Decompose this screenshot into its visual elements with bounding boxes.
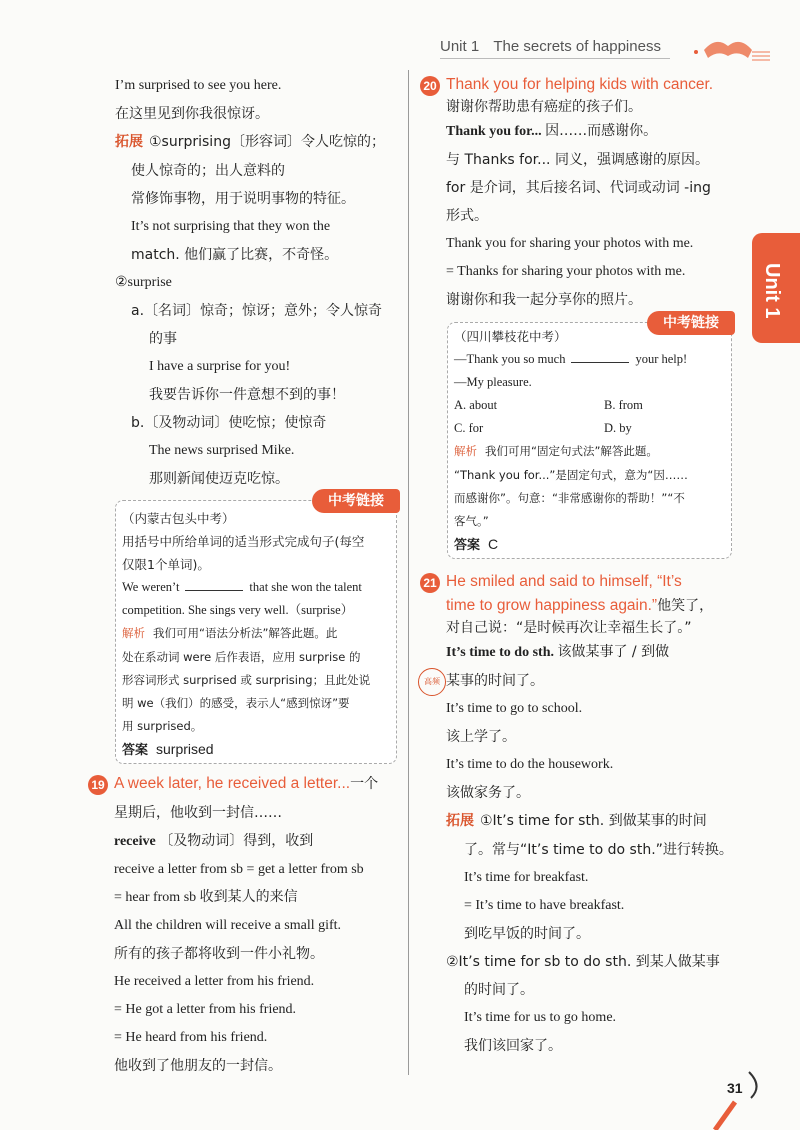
analysis-line: 客气。” [454,514,489,528]
header-rule [440,58,670,59]
header-unit: Unit 1 [440,38,480,55]
section-title-zh: 他笑了， [657,598,714,614]
option-d: D. by [604,421,632,435]
keyword-definition: 因……而感谢你。 [545,123,658,139]
section-title: He smiled and said to himself, “It’s [446,573,682,590]
exam-link-badge: 中考链接 [312,489,400,513]
section-number-badge: 20 [420,76,440,96]
book-emblem-icon [690,30,770,70]
exam-question: —Thank you so much your help! [454,352,688,366]
section-20 [420,74,740,314]
analysis-line: 我们可用“固定句式法”解答此题。 [485,444,658,458]
example-zh: 谢谢你和我一起分享你的照片。 [446,292,642,308]
analysis-line: 用 surprised。 [122,719,203,733]
exam-question: competition. She sings very well.（surprise） [122,603,354,617]
analysis-line: 明 we（我们）的感受，表示人“感到惊讶”要 [122,696,350,710]
usage-line: 形式。 [446,208,488,224]
exam-link-box [115,493,397,764]
section-title-zh: 谢谢你帮助患有癌症的孩子们。 [446,99,642,115]
keyword: Thank you for... [446,124,542,139]
extension-line: ①surprising〔形容词〕令人吃惊的； [149,134,385,150]
extension-line: 使人惊奇的；出人意料的 [131,163,285,179]
section-title: Thank you for helping kids with cancer. [446,76,714,93]
example-zh: 在这里见到你我很惊讶。 [115,106,269,122]
unit-side-tab-label: Unit 1 [761,263,783,319]
exam-question: We weren’t that she won the talent [122,580,362,594]
example-en: He received a letter from his friend. [114,974,315,989]
definition-line: b.〔及物动词〕使吃惊；使惊奇 [131,415,327,431]
example-zh: 该做家务了。 [446,785,530,801]
analysis-line: 我们可用“语法分析法”解答此题。此 [153,626,338,640]
left-column [115,72,400,493]
example-en: It’s time to go to school. [446,701,583,716]
keyword: It’s time to do sth. [446,645,554,660]
example-en: It’s time to do the housework. [446,757,614,772]
example-en: = Thanks for sharing your photos with me. [446,264,686,279]
usage-line: receive a letter from sb = get a letter from sb [114,862,364,877]
high-frequency-stamp: 高频 [418,668,446,696]
definition-line: a.〔名词〕惊奇；惊讶；意外；令人惊奇 [131,303,383,319]
example-en: The news surprised Mike. [149,443,295,458]
extension-line: ①It’s time for sth. 到做某事的时间 [480,813,707,829]
answer-label: 答案 [122,743,149,758]
extension-line: ②It’s time for sb to do sth. 到某人做某事 [446,954,720,970]
example-zh: 到吃早饭的时间了。 [464,926,590,942]
exam-source: （四川攀枝花中考） [454,329,567,344]
section-title-zh: 一个 [350,776,379,792]
keyword-definition: 〔及物动词〕得到，收到 [159,833,314,849]
page-number: 31 [727,1080,743,1096]
exam-instruction: 仅限1个单词)。 [122,557,210,572]
section-19 [88,770,403,1080]
analysis-label: 解析 [122,626,145,640]
section-title-zh: 对自己说：“是时候再次让幸福生长了。” [446,620,692,636]
example-en: = He heard from his friend. [114,1030,268,1045]
exam-link-badge: 中考链接 [647,311,735,335]
example-en: All the children will receive a small gift. [114,918,342,933]
unit-side-tab [752,233,800,343]
exam-instruction: 用括号中所给单词的适当形式完成句子(每空 [122,534,365,549]
example-en: It’s time for breakfast. [464,870,589,885]
example-en: I have a surprise for you! [149,359,291,374]
keyword: receive [114,834,156,849]
analysis-line: 而感谢你”。句意：“非常感谢你的帮助！”“不 [454,491,685,505]
analysis-label: 解析 [454,444,477,458]
exam-source: （内蒙古包头中考） [122,511,235,526]
definition-line: 的事 [149,331,177,347]
usage-line: for 是介词，其后接名词、代词或动词 -ing [446,180,711,196]
column-divider [408,70,409,1075]
example-en: Thank you for sharing your photos with me. [446,236,694,251]
extension-example-zh: match. 他们赢了比赛，不奇怪。 [131,247,339,263]
exam-question: —My pleasure. [454,375,532,389]
option-a: A. about [454,398,498,412]
section-title-zh: 星期后，他收到一封信…… [114,805,282,821]
running-header [440,38,661,55]
usage-line: 与 Thanks for... 同义，强调感谢的原因。 [446,152,709,168]
example-zh: 我们该回家了。 [464,1038,562,1054]
answer-value: surprised [156,741,214,757]
extension-line: 了。常与“It’s time to do sth.”进行转换。 [464,842,733,858]
extension-label: 拓展 [446,813,474,829]
usage-line: = hear from sb 收到某人的来信 [114,890,298,905]
example-zh: 所有的孩子都将收到一件小礼物。 [114,946,324,962]
example-en: It’s time for us to go home. [464,1010,617,1025]
answer-value: C [488,536,499,552]
extension-label: 拓展 [115,134,143,150]
example-zh: 那则新闻使迈克吃惊。 [149,471,289,487]
example-zh: 他收到了他朋友的一封信。 [114,1058,282,1074]
example-en: = It’s time to have breakfast. [464,898,625,913]
answer-label: 答案 [454,538,481,553]
keyword-definition: 该做某事了 / 到做 [557,644,670,660]
section-21 [420,570,745,1060]
header-title: The secrets of happiness [493,38,661,55]
section-number-badge: 21 [420,573,440,593]
page-corner-decoration-icon [705,1068,765,1130]
section-title: time to grow happiness again.” [446,597,658,614]
section-number-badge: 19 [88,775,108,795]
extension-line: 常修饰事物，用于说明事物的特征。 [131,191,355,207]
analysis-line: 形容词形式 surprised 或 surprising；且此处说 [122,673,371,687]
section-title: A week later, he received a letter... [114,775,351,792]
keyword-definition: 某事的时间了。 [446,673,544,689]
extension-example-en: It’s not surprising that they won the [131,219,331,234]
analysis-line: 处在系动词 were 后作表语，应用 surprise 的 [122,650,361,664]
answer-blank [571,350,629,363]
sub-heading: ②surprise [115,275,172,290]
example-zh: 我要告诉你一件意想不到的事！ [149,387,345,403]
example-en: = He got a letter from his friend. [114,1002,297,1017]
extension-line: 的时间了。 [464,982,534,998]
answer-blank [185,578,243,591]
exam-link-box [447,315,732,559]
option-c: C. for [454,421,484,435]
example-zh: 该上学了。 [446,729,516,745]
option-b: B. from [604,398,643,412]
analysis-line: “Thank you for...”是固定句式，意为“因…… [454,468,688,482]
example-en: I’m surprised to see you here. [115,78,282,93]
